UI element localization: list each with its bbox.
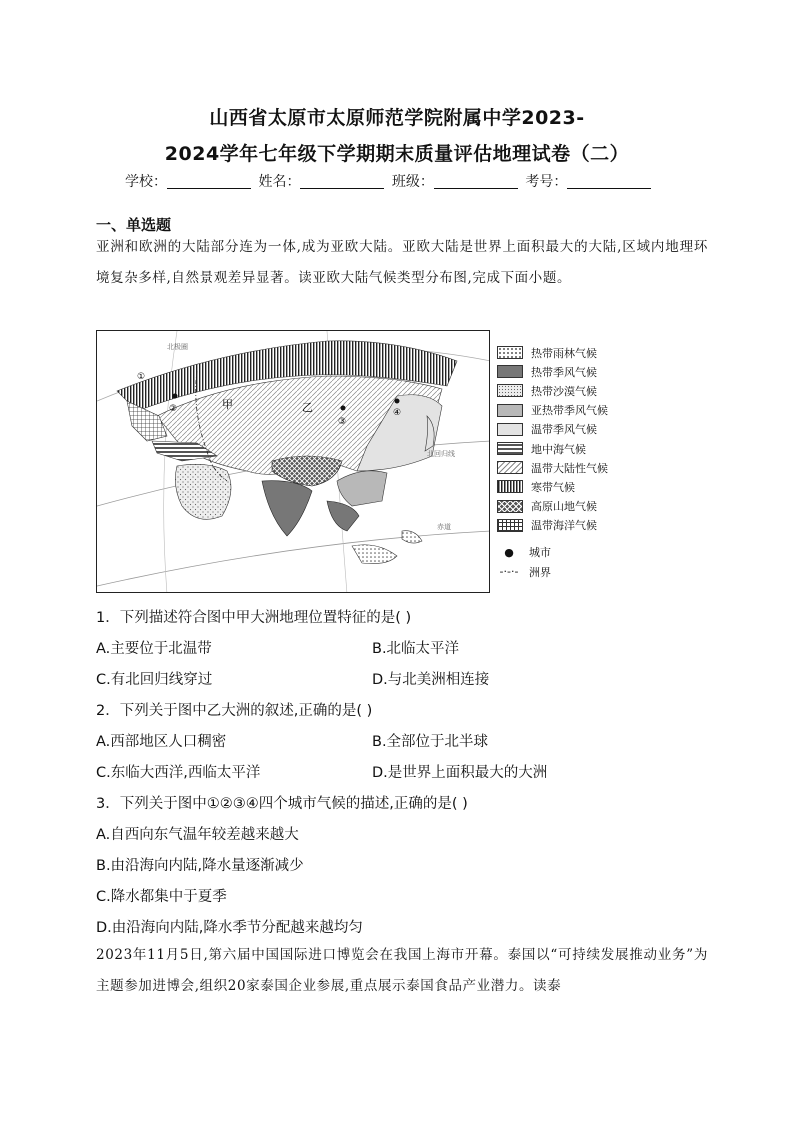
city-dot-icon: ●: [504, 545, 514, 559]
exam-title-line-1: 山西省太原市太原师范学院附属中学2023-: [209, 107, 585, 129]
legend-item: [497, 458, 637, 477]
class-blank[interactable]: [434, 188, 518, 189]
question-2-option-a[interactable]: A.西部地区人口稠密: [96, 734, 227, 750]
question-1-stem: 1．下列描述符合图中甲大洲地理位置特征的是( ): [96, 610, 412, 626]
legend-swatch: [497, 500, 523, 513]
legend-item: [497, 381, 637, 400]
school-blank[interactable]: [167, 188, 251, 189]
legend-swatch: [497, 442, 523, 455]
name-label: 姓名：: [258, 174, 301, 190]
legend-item: [497, 439, 637, 458]
question-1-option-a[interactable]: A.主要位于北温带: [96, 641, 212, 657]
question-2-option-b[interactable]: B.全部位于北半球: [372, 734, 489, 750]
legend-label: 高原山地气候: [531, 500, 597, 514]
legend-item: [497, 362, 637, 381]
exam-number-label: 考号：: [525, 174, 568, 190]
climate-map: [96, 330, 490, 593]
question-3-stem: 3．下列关于图中①②③④四个城市气候的描述,正确的是( ): [96, 796, 468, 812]
class-label: 班级：: [391, 174, 434, 190]
legend-label: 温带季风气候: [531, 423, 597, 437]
label-jia: 甲: [222, 398, 233, 411]
city-4-label: ④: [393, 408, 402, 418]
legend-item: [497, 516, 637, 535]
question-1-option-d[interactable]: D.与北美洲相连接: [372, 672, 490, 688]
map-legend: [497, 343, 637, 581]
legend-label: 寒带气候: [531, 480, 575, 494]
legend-item: [497, 401, 637, 420]
legend-label: 地中海气候: [531, 442, 586, 456]
city-2-label: ②: [169, 404, 178, 414]
legend-item-city: [497, 543, 637, 562]
city-1-label: ①: [137, 372, 146, 382]
label-arctic: 北极圈: [167, 343, 188, 351]
legend-swatch: [497, 519, 523, 532]
climate-map-svg: [97, 331, 490, 593]
legend-swatch: [497, 346, 523, 359]
label-tropic: 北回归线: [427, 450, 455, 458]
exam-title-line-2: 2024学年七年级下学期期末质量评估地理试卷（二）: [164, 143, 630, 165]
legend-item: [497, 343, 637, 362]
legend-swatch: [497, 384, 523, 397]
legend-swatch: [497, 404, 523, 417]
question-3-option-d[interactable]: D.由沿海向内陆,降水季节分配越来越均匀: [96, 920, 363, 936]
question-2-option-d[interactable]: D.是世界上面积最大的大洲: [372, 765, 548, 781]
legend-label: 热带季风气候: [531, 365, 597, 379]
legend-swatch: [497, 423, 523, 436]
question-1-option-b[interactable]: B.北临太平洋: [372, 641, 460, 657]
question-2-option-c[interactable]: C.东临大西洋,西临太平洋: [96, 765, 261, 781]
student-info-fields: [125, 171, 654, 191]
passage-eurasia: 亚洲和欧洲的大陆部分连为一体,成为亚欧大陆。亚欧大陆是世界上面积最大的大陆,区域内地理环境复杂多样,自然景观差异显著。读亚欧大陆气候类型分布图,完成下面小题。: [96, 239, 708, 286]
city-3-label: ③: [338, 417, 347, 427]
question-2-stem: 2．下列关于图中乙大洲的叙述,正确的是( ): [96, 703, 373, 719]
boundary-line-icon: -·-·-: [499, 565, 519, 579]
question-3-option-b[interactable]: B.由沿海向内陆,降水量逐渐减少: [96, 858, 304, 874]
legend-label: 温带大陆性气候: [531, 461, 608, 475]
school-label: 学校：: [125, 174, 167, 190]
passage-expo: 2023年11月5日,第六届中国国际进口博览会在我国上海市开幕。泰国以“可持续发展推动业务”为主题参加进博会,组织20家泰国企业参展,重点展示泰国食品产业潜力。读泰: [96, 947, 708, 994]
legend-label: 热带沙漠气候: [531, 384, 597, 398]
legend-item: [497, 420, 637, 439]
legend-swatch: [497, 365, 523, 378]
legend-swatch: [497, 480, 523, 493]
legend-label: 亚热带季风气候: [531, 404, 608, 418]
legend-label: 洲界: [529, 565, 551, 579]
legend-swatch: [497, 461, 523, 474]
legend-label: 城市: [529, 546, 551, 560]
legend-item: [497, 497, 637, 516]
legend-item-boundary: [497, 562, 637, 581]
name-blank[interactable]: [300, 188, 384, 189]
question-3-option-a[interactable]: A.自西向东气温年较差越来越大: [96, 827, 299, 843]
label-yi: 乙: [302, 401, 313, 414]
legend-label: 温带海洋气候: [531, 519, 597, 533]
question-1-option-c[interactable]: C.有北回归线穿过: [96, 672, 213, 688]
section-heading: 一、单选题: [96, 216, 172, 234]
legend-item: [497, 477, 637, 496]
legend-label: 热带雨林气候: [531, 346, 597, 360]
label-equator: 赤道: [437, 523, 451, 531]
question-3-option-c[interactable]: C.降水都集中于夏季: [96, 889, 227, 905]
exam-number-blank[interactable]: [567, 188, 651, 189]
